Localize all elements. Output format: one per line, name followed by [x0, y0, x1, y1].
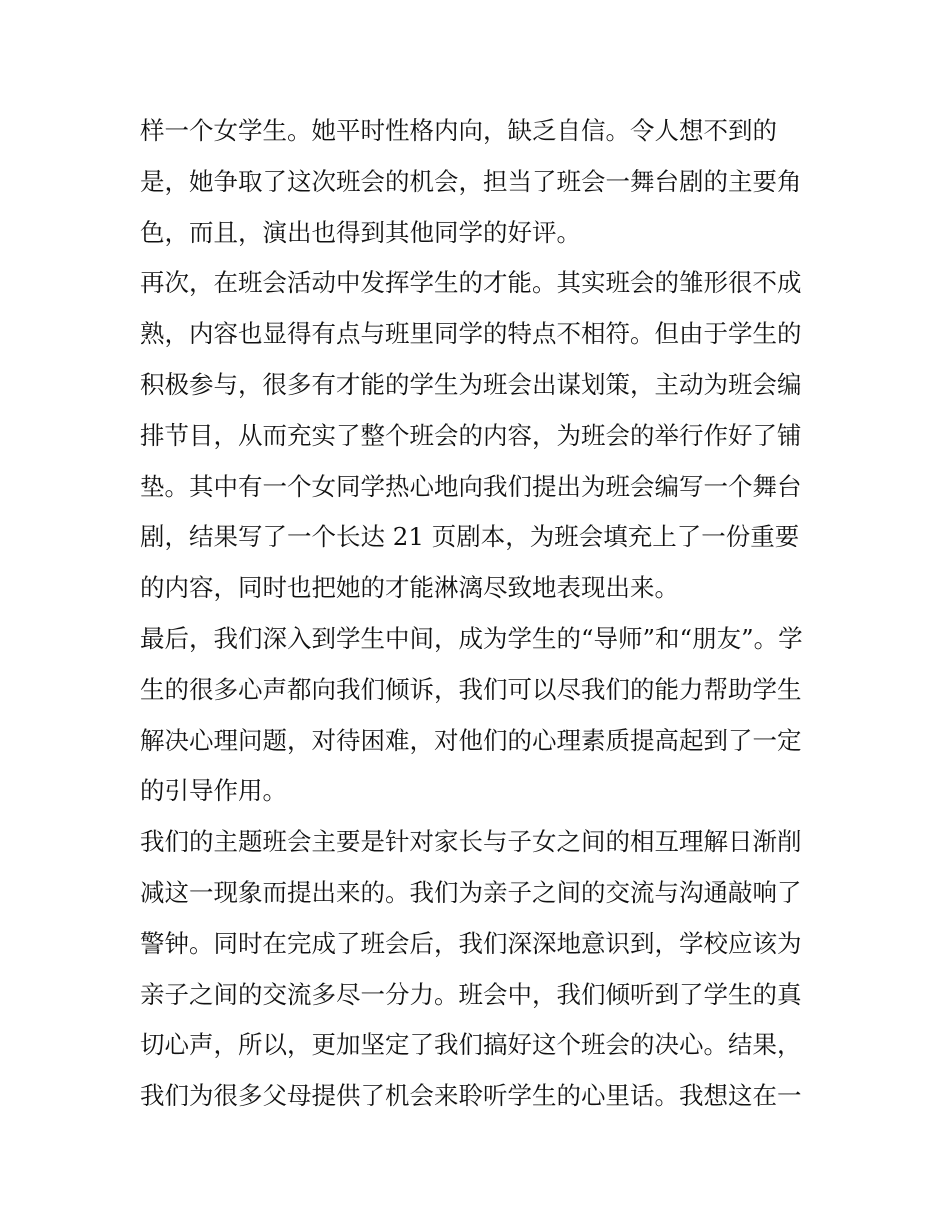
- text-line: 是，她争取了这次班会的机会，担当了班会一舞台剧的主要角: [140, 166, 802, 196]
- text-line: 排节目，从而充实了整个班会的内容，为班会的举行作好了铺: [140, 420, 802, 450]
- text-line: 解决心理问题，对待困难，对他们的心理素质提高起到了一定: [140, 725, 802, 755]
- text-line: 色，而且，演出也得到其他同学的好评。: [140, 217, 581, 247]
- text-line: 亲子之间的交流多尽一分力。班会中，我们倾听到了学生的真: [140, 979, 802, 1009]
- text-line: 警钟。同时在完成了班会后，我们深深地意识到，学校应该为: [140, 928, 802, 958]
- body-text: [140, 106, 820, 1122]
- text-line: 的内容，同时也把她的才能淋漓尽致地表现出来。: [140, 573, 679, 603]
- text-line: 垫。其中有一个女同学热心地向我们提出为班会编写一个舞台: [140, 471, 802, 501]
- text-line: 积极参与，很多有才能的学生为班会出谋划策，主动为班会编: [140, 369, 802, 399]
- text-line: 样一个女学生。她平时性格内向，缺乏自信。令人想不到的: [140, 116, 777, 145]
- text-line: 生的很多心声都向我们倾诉，我们可以尽我们的能力帮助学生: [140, 674, 802, 704]
- text-line: 再次，在班会活动中发挥学生的才能。其实班会的雏形很不成: [140, 268, 802, 298]
- text-line: 熟，内容也显得有点与班里同学的特点不相符。但由于学生的: [140, 319, 802, 349]
- text-line: 我们为很多父母提供了机会来聆听学生的心里话。我想这在一: [140, 1081, 802, 1111]
- text-line: 减这一现象而提出来的。我们为亲子之间的交流与沟通敲响了: [140, 877, 802, 907]
- text-line: 我们的主题班会主要是针对家长与子女之间的相互理解日渐削: [140, 827, 802, 857]
- text-line: 剧，结果写了一个长达 21 页剧本，为班会填充上了一份重要: [140, 522, 800, 552]
- text-line: 切心声，所以，更加坚定了我们搞好这个班会的决心。结果，: [140, 1030, 802, 1060]
- text-line: 最后，我们深入到学生中间，成为学生的“导师”和“朋友”。学: [140, 623, 803, 653]
- text-line: 的引导作用。: [140, 776, 287, 806]
